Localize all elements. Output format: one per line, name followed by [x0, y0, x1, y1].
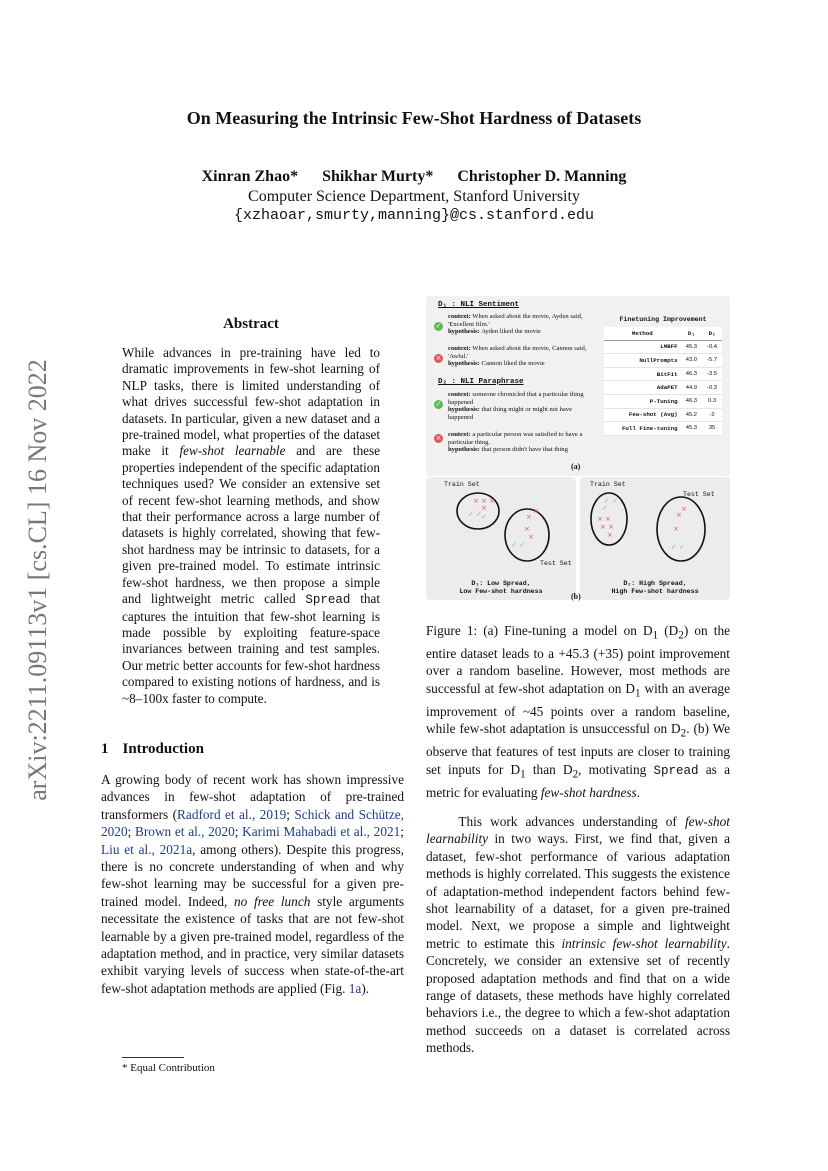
- footnote: * Equal Contribution: [122, 1062, 215, 1074]
- finetuning-table: [604, 327, 722, 436]
- example-2: context: When asked about the movie, Cannon said, 'Awful.' hypothesis: Cannon liked the movie: [448, 345, 587, 368]
- example-4: context: a particular person was satisfied to have a particular thing. hypothesis: that person didn't have that thing: [448, 431, 583, 454]
- intro-emphasis: no free lunch: [234, 893, 311, 909]
- svg-text:✓ ✓: ✓ ✓: [671, 543, 685, 551]
- table-row: BitFit 46.3 -3.5: [604, 367, 722, 381]
- arxiv-stamp: [18, 300, 58, 860]
- abstract-text-1: While advances in pre-training have led to dramatic improvements in few-shot learning of NLP tasks, there is limited understanding of what drives successful few-shot adaptation in datasets. In particular, given a new dataset and a pre-trained model, what properties of the dataset make it: [122, 345, 380, 459]
- table-header: D₁: [681, 327, 702, 340]
- test-set-label: Test Set: [683, 491, 715, 498]
- footnote-rule: [122, 1057, 184, 1058]
- cross-markers: [597, 505, 687, 539]
- citation-link[interactable]: Radford et al., 2019: [177, 806, 287, 822]
- table-header: Method: [604, 327, 681, 340]
- abstract-body: [122, 345, 380, 707]
- intro-text-4: ).: [361, 980, 370, 996]
- example-1: context: When asked about the movie, Ayden said, 'Excellent film.' hypothesis: Ayden liked the movie: [448, 313, 583, 336]
- citation-link[interactable]: Karimi Mahabadi et al., 2021: [242, 824, 401, 840]
- svg-text:× ×: × ×: [600, 523, 614, 531]
- author-list: [0, 168, 828, 186]
- svg-text:×: ×: [481, 504, 487, 512]
- train-set-label: Train Set: [444, 481, 480, 488]
- figure-panel-a: [426, 296, 730, 476]
- train-set-label: Train Set: [590, 481, 626, 488]
- abstract-heading: Abstract: [223, 316, 279, 332]
- author-1: Xinran Zhao*: [201, 168, 299, 185]
- cross-icon: ×: [435, 434, 442, 442]
- svg-text:×: ×: [526, 513, 532, 521]
- intro-text-2: , among others). Despite this progress, there is no concrete understanding of when and why few-shot learning may be successful for a given pre-trained model. Indeed,: [101, 841, 404, 909]
- panel-a-label: (a): [571, 462, 581, 471]
- arxiv-stamp-text: arXiv:2211.09113v1 [cs.CL] 16 Nov 2022: [23, 359, 52, 801]
- author-2: Shikhar Murty*: [322, 168, 434, 185]
- d1-title: D₁ : NLI Sentiment: [438, 301, 520, 309]
- check-icon: ✓: [435, 400, 442, 408]
- table-row: NullPrompts 43.0 -5.7: [604, 354, 722, 368]
- table-row: Few-shot (Avg) 45.2 -2: [604, 408, 722, 422]
- figure-1: [426, 296, 730, 604]
- svg-text:×: ×: [528, 533, 534, 541]
- section-number: 1: [101, 741, 109, 757]
- table-header-row: [604, 327, 722, 340]
- table-row: AdaPET 44.9 -0.3: [604, 381, 722, 395]
- test-set-label: Test Set: [540, 560, 572, 567]
- panel-b-label: (b): [571, 592, 581, 601]
- table-row: Full Fine-tuning 45.3 35: [604, 422, 722, 436]
- svg-text:×: ×: [681, 505, 687, 513]
- affiliation: Computer Science Department, Stanford University: [248, 188, 580, 205]
- svg-text:× ×: × ×: [597, 515, 611, 523]
- intro-paragraph: A growing body of recent work has shown impressive advances in few-shot adaptation of pre-trained transformers (Radford et al., 2019; Schick and Schütze, 2020; Brown et al., 2020; Karimi Mahabadi et al., 2021; Liu et al., 2021a, among others). Despite this progress, there is no concrete understanding of when and why few-shot learning may be successful for a given pre-trained model. Indeed, no free lunch style arguments necessitate the existence of tasks that are not few-shot learnable by a given pre-trained model, regardless of the adaptation method, and in practice, very similar datasets exhibit varying levels of success when state-of-the-art few-shot adaptation methods are applied (Fig. 1a).: [101, 772, 405, 996]
- svg-text:✓: ✓: [602, 504, 608, 512]
- table-row: LMBFF 45.3 -0.4: [604, 340, 722, 354]
- intro-text-1: A growing body of recent work has shown impressive advances in few-shot adaptation of pre-trained transformers (: [101, 772, 404, 822]
- check-markers: [602, 497, 685, 551]
- svg-text:✓ ✓: ✓ ✓: [511, 541, 525, 549]
- paper-title: On Measuring the Intrinsic Few-Shot Hardness of Datasets: [186, 108, 642, 128]
- intro-text-3: style arguments necessitate the existence of tasks that are not few-shot learnable by a given pre-trained model, regardless of the adaptation method, and in practice, very similar datasets exhibit varying levels of success when state-of-the-art few-shot adaptation methods are applied (Fig.: [101, 893, 405, 996]
- right-column-paragraph: This work advances understanding of few-shot learnability in two ways. First, we find that, given a dataset, few-shot performance of various adaptation methods is highly correlated. This suggests the existence of adaptation-method independent factors behind few-shot learnability of a dataset, for a given pre-trained model. Next, we propose a simple and lightweight metric to estimate this intrinsic few-shot learnability. Concretely, we consider an extensive set of recently proposed adaptation methods and find that on a wide range of datasets, these methods have highly correlated behaviors i.e., the degree to which a few-shot adaptation method succeeds on a dataset is correlated across methods.: [426, 814, 730, 1056]
- citation-link[interactable]: Brown et al., 2020: [135, 824, 235, 840]
- d2-title: D₂ : NLI Paraphrase: [438, 378, 524, 386]
- section-heading: [101, 741, 204, 758]
- spread-code: Spread: [305, 593, 351, 608]
- figure-ref-link[interactable]: 1a: [348, 980, 362, 996]
- panel-b-right-caption: D₂: High Spread, High Few-shot hardness: [611, 580, 699, 595]
- example-3: context: someone chronicled that a particular thing happened hypothesis: that thing might or might not have happened: [448, 391, 584, 421]
- figure-panel-b: [426, 477, 730, 604]
- citation-link[interactable]: Schick and Schütze, 2020: [101, 806, 405, 840]
- abstract-text-2: and are these properties independent of the specific adaptation techniques used? We consider an extensive set of recent few-shot learning methods, and show that their performance across a large number of datasets is highly correlated, showing that few-shot hardness may be intrinsic to datasets, for a given pre-trained model. To estimate intrinsic few-shot hardness, we then propose a simple and lightweight metric called: [122, 443, 381, 607]
- abstract-emphasis: few-shot learnable: [179, 443, 286, 459]
- svg-text:× × ×: × × ×: [473, 497, 496, 505]
- abstract-text-3: that captures the intuition that few-shot learning is made possible by exploiting feature-space invariances between training and test samples. Our metric better accounts for few-shot hardness compared to existing notions of hardness, and is ~8–100x faster to compute.: [122, 591, 380, 706]
- svg-text:✓ ✓: ✓ ✓: [604, 497, 618, 505]
- author-3: Christopher D. Manning: [457, 168, 627, 185]
- table-title: Finetuning Improvement: [619, 316, 707, 323]
- svg-text:✓ ✓: ✓ ✓: [468, 510, 482, 518]
- svg-text:×: ×: [524, 525, 530, 533]
- svg-text:×: ×: [673, 525, 679, 533]
- check-icon: ✓: [435, 322, 442, 330]
- section-title: Introduction: [122, 741, 204, 757]
- author-email: {xzhaoar,smurty,manning}@cs.stanford.edu: [233, 207, 595, 224]
- svg-text:×: ×: [607, 531, 613, 539]
- cross-icon: ×: [435, 354, 442, 362]
- svg-text:×: ×: [533, 507, 539, 515]
- panel-b-left-caption: D₁: Low Spread, Low Few-shot hardness: [459, 580, 543, 595]
- spread-code: Spread: [653, 763, 699, 778]
- svg-text:×: ×: [676, 511, 682, 519]
- table-row: P-Tuning 46.3 0.3: [604, 394, 722, 408]
- table-header: D₂: [702, 327, 722, 340]
- svg-text:✓: ✓: [481, 513, 487, 521]
- figure-caption: Figure 1: (a) Fine-tuning a model on $D_1$ $(D_2)$ on the entire dataset leads to a +45.3 (+35) point improvement over a random baseline. However, most methods are successful at few-shot adaptation on $D_1$ with an average improvement of ~45 points over a random baseline, while few-shot adaptation is unsuccessful on $D_2$. (b) We observe that features of test inputs are closer to training set inputs for $D_1$ than $D_2$, motivating Spread as a metric for evaluating few-shot hardness.: [426, 623, 731, 800]
- citation-link[interactable]: Liu et al., 2021a: [101, 841, 193, 857]
